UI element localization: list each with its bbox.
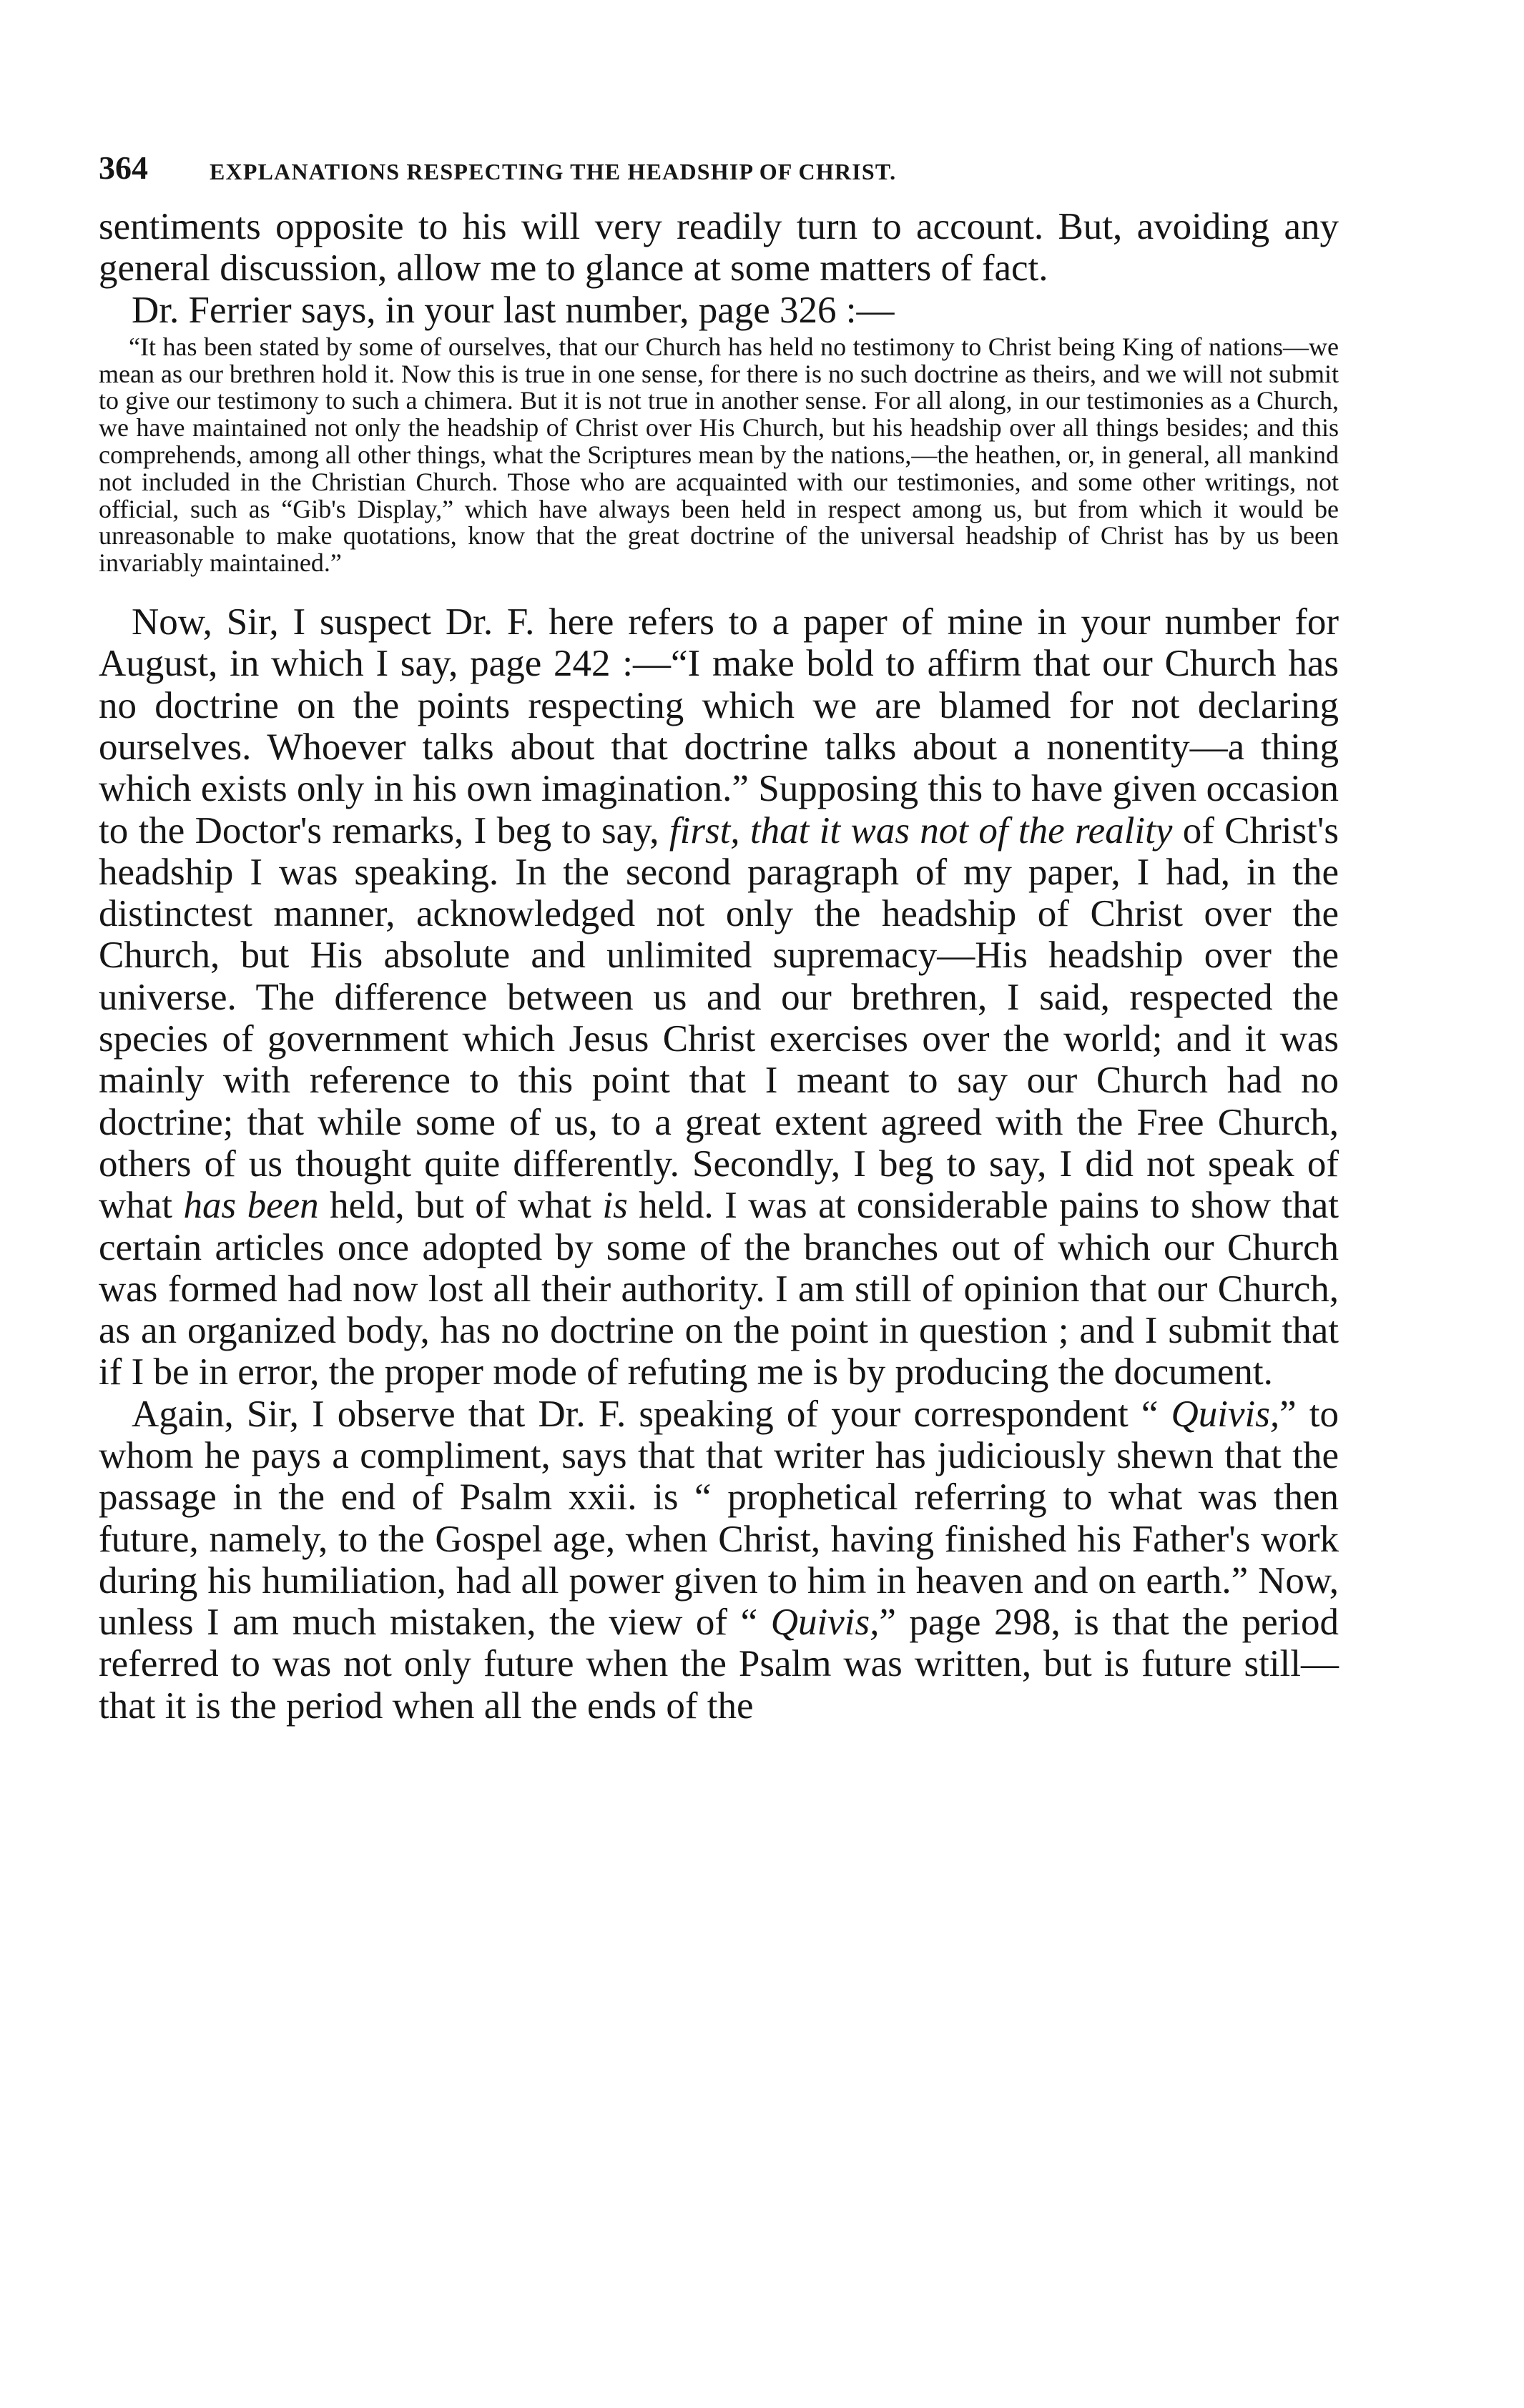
paragraph-continuation: sentiments opposite to his will very readily turn to account. But, avoiding any general discussion, allow me to glance at some matters of fact. (99, 206, 1339, 290)
text-run: Again, Sir, I observe that Dr. F. speaking of your correspondent “ (132, 1393, 1171, 1435)
block-quotation: “It has been stated by some of ourselves, that our Church has held no testimony to Christ being King of nations—we mean as our brethren hold it. Now this is true in one sense, for there is no such doctrine as theirs, and we will not submit to give our testimony to such a chimera. But it is not true in another sense. For all along, in our testimonies as a Church, we have maintained not only the headship of Christ over His Church, but his headship over all things besides; and this comprehends, among all other things, what the Scriptures mean by the nations,—the heathen, or, in general, all mankind not included in the Christian Church. Those who are acquainted with our testimonies, and some other writings, not official, such as “Gib's Display,” which have always been held in respect among us, but from which it would be unreasonable to make quotations, know that the great doctrine of the universal headship of Christ has by us been invariably maintained.” (99, 332, 1339, 578)
text-run: ” page 298, is that the period referred to was not only future when the Psalm was written, but is future still—that it is the period when all the ends of the (99, 1602, 1339, 1727)
spacer (99, 577, 1339, 601)
text-run: Now, Sir, I suspect Dr. F. here refers to a paper of mine in your number for August, in which I say, page 242 :—“I make bold to affirm that our Church has no doctrine on the points respecting which we are blamed for not declaring ourselves. Whoever talks about that doctrine talks about a nonentity—a thing which exists only in his own imagination.” Supposing this to have given occasion to the Doctor's remarks, I beg to say, (99, 601, 1339, 852)
italic-run: Quivis, (1171, 1393, 1280, 1435)
text-run: of Christ's headship I was speaking. In the second paragraph of my paper, I had, in the distinctest manner, acknowledged not only the headship of Christ over the Church, but His absolute and unlimited supremacy—His headship over the universe. The difference between us and our brethren, I said, respected the species of government which Jesus Christ exercises over the world; and it was mainly with reference to this point that I meant to say our Church had no doctrine; that while some of us, to a great extent agreed with the Free Church, others of us thought quite differently. Secondly, I beg to say, I did not speak of what (99, 809, 1339, 1227)
italic-run: is (602, 1185, 628, 1227)
paragraph-reply (99, 601, 1339, 1393)
italic-run: first, that it was not of the reality (669, 809, 1173, 852)
text-run: held. I was at considerable pains to show that certain articles once adopted by some of the branches out of which our Church was formed had now lost all their authority. I am still of opinion that our Church, as an organized body, has no doctrine on the point in question ; and I submit that if I be in error, the proper mode of refuting me is by producing the document. (99, 1185, 1339, 1393)
text-run: ” to whom he pays a compliment, says that that writer has judiciously shewn that the passage in the end of Psalm xxii. is “ prophetical referring to what was then future, namely, to the Gospel age, when Christ, having finished his Father's work during his humiliation, had all power given to him in heaven and on earth.” Now, unless I am much mistaken, the view of “ (99, 1393, 1339, 1644)
running-head (99, 149, 1339, 197)
text-run: held, but of what (318, 1185, 603, 1227)
page-number: 364 (99, 149, 148, 186)
running-title: EXPLANATIONS RESPECTING THE HEADSHIP OF CHRIST. (210, 159, 897, 184)
book-page (99, 149, 1339, 1727)
paragraph-quote-intro: Dr. Ferrier says, in your last number, page 326 :— (132, 289, 895, 331)
italic-run: Quivis, (770, 1602, 880, 1644)
paragraph-quivis (99, 1393, 1339, 1727)
italic-run: has been (183, 1185, 319, 1227)
